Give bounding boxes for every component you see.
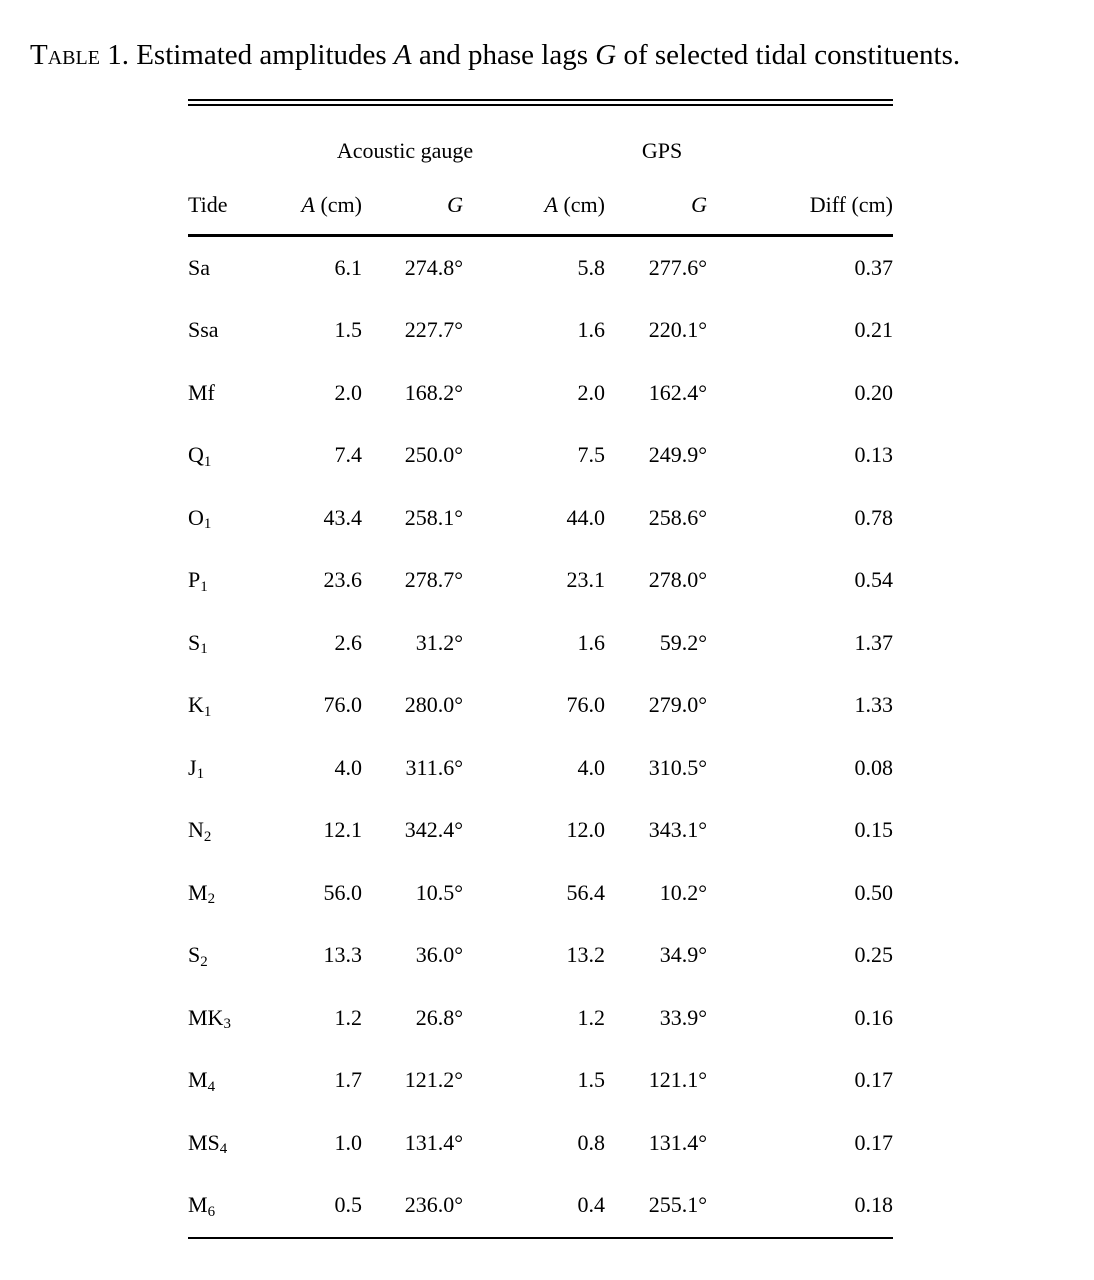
- column-header-tide: Tide: [188, 192, 228, 217]
- tide-subscript: 1: [203, 516, 212, 533]
- column-header-amplitude-acoustic: [280, 176, 362, 234]
- acoustic-amplitude-value: 2.6: [334, 629, 362, 655]
- acoustic-amplitude-value: 43.4: [323, 504, 362, 530]
- tide-name: [188, 362, 280, 425]
- column-header-amplitude-acoustic-unit: (cm): [314, 192, 362, 217]
- gps-phase-value: 34.9°: [659, 942, 707, 968]
- tide-name: [188, 799, 280, 862]
- acoustic-phase-value: 168.2°: [404, 379, 463, 405]
- table-bottom-rule-row: [188, 1237, 893, 1240]
- table-row: [188, 674, 893, 737]
- tide-name: [188, 737, 280, 800]
- gps-phase-value: 162.4°: [648, 379, 707, 405]
- acoustic-phase-value: 274.8°: [404, 254, 463, 280]
- acoustic-phase-value: 258.1°: [404, 504, 463, 530]
- diff-value: 0.20: [854, 379, 893, 405]
- gps-phase-value: 220.1°: [648, 317, 707, 343]
- tide-base: Sa: [188, 254, 210, 280]
- diff-value: 0.25: [854, 942, 893, 968]
- gps-amplitude-value: 56.4: [566, 879, 605, 905]
- tide-subscript: 1: [200, 641, 208, 658]
- tide-name: [188, 924, 280, 987]
- gps-amplitude-value: 1.2: [577, 1004, 605, 1030]
- tide-subscript: 1: [203, 453, 212, 470]
- acoustic-phase-value: 131.4°: [404, 1129, 463, 1155]
- tide-name: [188, 299, 280, 362]
- table-row: [188, 737, 893, 800]
- column-header-amplitude-gps-symbol: A: [544, 192, 558, 217]
- acoustic-amplitude-value: 76.0: [323, 692, 362, 718]
- gps-phase-value: 343.1°: [648, 817, 707, 843]
- gps-phase-value: 310.5°: [648, 754, 707, 780]
- tide-name: [188, 987, 280, 1050]
- acoustic-phase-value: 236.0°: [404, 1192, 463, 1218]
- acoustic-phase-value: 250.0°: [404, 442, 463, 468]
- caption-table-label: Table: [30, 39, 100, 71]
- gps-amplitude-value: 13.2: [566, 942, 605, 968]
- gps-amplitude-value: 5.8: [577, 254, 605, 280]
- acoustic-amplitude-value: 4.0: [334, 754, 362, 780]
- table-row: [188, 1174, 893, 1237]
- group-header-gps: GPS: [641, 138, 683, 163]
- gps-amplitude-value: 1.5: [577, 1067, 605, 1093]
- table-row: [188, 362, 893, 425]
- table-row: [188, 612, 893, 675]
- table-row: [188, 924, 893, 987]
- gps-phase-value: 277.6°: [648, 254, 707, 280]
- table-bottom-rule: [188, 1237, 893, 1240]
- table-row: [188, 487, 893, 550]
- diff-value: 0.13: [854, 442, 893, 468]
- tide-base: Mf: [188, 379, 215, 405]
- caption-var-phase: G: [595, 39, 617, 71]
- acoustic-phase-value: 31.2°: [415, 629, 463, 655]
- tide-base: K: [188, 692, 204, 718]
- gps-phase-value: 279.0°: [648, 692, 707, 718]
- gps-amplitude-value: 76.0: [566, 692, 605, 718]
- diff-value: 1.37: [854, 629, 893, 655]
- table-group-header-row: [188, 106, 893, 176]
- diff-value: 0.16: [854, 1004, 893, 1030]
- tide-base: Q: [188, 442, 204, 468]
- tide-base: P: [188, 567, 201, 593]
- gps-amplitude-value: 23.1: [566, 567, 605, 593]
- acoustic-amplitude-value: 0.5: [334, 1192, 362, 1218]
- table-column-header-row: [188, 176, 893, 234]
- tide-subscript: 1: [200, 578, 208, 595]
- table-row: [188, 1112, 893, 1175]
- table-body: [188, 237, 893, 1237]
- acoustic-phase-value: 278.7°: [404, 567, 463, 593]
- gps-amplitude-value: 0.4: [577, 1192, 605, 1218]
- caption-end: of selected tidal constituents.: [616, 39, 961, 71]
- tide-base: M: [188, 1067, 208, 1093]
- gps-amplitude-value: 12.0: [566, 817, 605, 843]
- group-header-acoustic-gauge: Acoustic gauge: [336, 138, 474, 163]
- gps-amplitude-value: 7.5: [577, 442, 605, 468]
- tide-name: [188, 674, 280, 737]
- diff-value: 1.33: [854, 692, 893, 718]
- gps-amplitude-value: 4.0: [577, 754, 605, 780]
- tide-base: S: [188, 629, 201, 655]
- diff-value: 0.15: [854, 817, 893, 843]
- acoustic-amplitude-value: 1.5: [334, 317, 362, 343]
- tide-base: MS: [188, 1129, 220, 1155]
- tide-base: N: [188, 817, 204, 843]
- table-row: [188, 299, 893, 362]
- acoustic-amplitude-value: 2.0: [334, 379, 362, 405]
- acoustic-amplitude-value: 13.3: [323, 942, 362, 968]
- tidal-table-container: [188, 99, 893, 1239]
- tide-name: [188, 237, 280, 300]
- gps-phase-value: 258.6°: [648, 504, 707, 530]
- tide-subscript: 2: [200, 953, 208, 970]
- diff-value: 0.21: [854, 317, 893, 343]
- table-top-double-rule: [188, 99, 893, 106]
- acoustic-phase-value: 10.5°: [415, 879, 463, 905]
- tide-subscript: 2: [207, 891, 216, 908]
- acoustic-amplitude-value: 12.1: [323, 817, 362, 843]
- tide-name: [188, 612, 280, 675]
- acoustic-amplitude-value: 56.0: [323, 879, 362, 905]
- gps-phase-value: 121.1°: [648, 1067, 707, 1093]
- tide-subscript: 3: [223, 1016, 231, 1033]
- table-row: [188, 549, 893, 612]
- gps-amplitude-value: 2.0: [577, 379, 605, 405]
- table-row: [188, 987, 893, 1050]
- gps-amplitude-value: 1.6: [577, 317, 605, 343]
- diff-value: 0.08: [854, 754, 893, 780]
- acoustic-phase-value: 342.4°: [404, 817, 463, 843]
- tide-subscript: 6: [207, 1203, 216, 1220]
- tide-subscript: 1: [196, 766, 205, 783]
- gps-phase-value: 10.2°: [659, 879, 707, 905]
- acoustic-amplitude-value: 23.6: [323, 567, 362, 593]
- gps-phase-value: 249.9°: [648, 442, 707, 468]
- tide-name: [188, 1112, 280, 1175]
- tide-base: S: [188, 942, 201, 968]
- acoustic-phase-value: 121.2°: [404, 1067, 463, 1093]
- gps-phase-value: 59.2°: [659, 629, 707, 655]
- acoustic-phase-value: 280.0°: [404, 692, 463, 718]
- column-header-phase-acoustic-symbol: G: [447, 192, 463, 217]
- table-caption: [30, 38, 1080, 72]
- caption-middle: and phase lags: [411, 39, 596, 71]
- acoustic-amplitude-value: 1.0: [334, 1129, 362, 1155]
- tide-subscript: 4: [207, 1078, 216, 1095]
- diff-value: 0.54: [854, 567, 893, 593]
- table-row: [188, 799, 893, 862]
- tide-name: [188, 1049, 280, 1112]
- tide-name: [188, 424, 280, 487]
- acoustic-phase-value: 311.6°: [405, 754, 463, 780]
- gps-phase-value: 255.1°: [648, 1192, 707, 1218]
- acoustic-phase-value: 227.7°: [404, 317, 463, 343]
- diff-value: 0.37: [854, 254, 893, 280]
- column-header-amplitude-gps: [463, 176, 605, 234]
- acoustic-phase-value: 26.8°: [415, 1004, 463, 1030]
- column-header-amplitude-gps-unit: (cm): [557, 192, 605, 217]
- tide-subscript: 2: [203, 828, 212, 845]
- table-row: [188, 1049, 893, 1112]
- column-header-diff: Diff (cm): [809, 192, 893, 217]
- diff-value: 0.50: [854, 879, 893, 905]
- gps-phase-value: 33.9°: [659, 1004, 707, 1030]
- table-row: [188, 862, 893, 925]
- tide-name: [188, 487, 280, 550]
- tide-base: M: [188, 1192, 208, 1218]
- column-header-phase-gps-symbol: G: [691, 192, 707, 217]
- tide-name: [188, 549, 280, 612]
- column-header-amplitude-acoustic-symbol: A: [301, 192, 315, 217]
- column-header-phase-gps: [605, 176, 707, 234]
- tide-subscript: 4: [219, 1141, 228, 1158]
- diff-value: 0.78: [854, 504, 893, 530]
- gps-phase-value: 278.0°: [648, 567, 707, 593]
- diff-value: 0.18: [854, 1192, 893, 1218]
- acoustic-amplitude-value: 1.2: [334, 1004, 362, 1030]
- acoustic-amplitude-value: 7.4: [334, 442, 362, 468]
- tide-base: MK: [188, 1004, 224, 1030]
- caption-number: 1. Estimated amplitudes: [99, 39, 394, 71]
- acoustic-phase-value: 36.0°: [415, 942, 463, 968]
- gps-amplitude-value: 44.0: [566, 504, 605, 530]
- tide-base: Ssa: [188, 317, 219, 343]
- tide-subscript: 1: [203, 703, 212, 720]
- caption-var-amplitude: A: [393, 39, 412, 71]
- table-row: [188, 424, 893, 487]
- tide-base: M: [188, 879, 208, 905]
- column-header-phase-acoustic: [362, 176, 463, 234]
- gps-phase-value: 131.4°: [648, 1129, 707, 1155]
- acoustic-amplitude-value: 6.1: [334, 254, 362, 280]
- tide-base: J: [188, 754, 197, 780]
- acoustic-amplitude-value: 1.7: [334, 1067, 362, 1093]
- diff-value: 0.17: [854, 1067, 893, 1093]
- gps-amplitude-value: 0.8: [577, 1129, 605, 1155]
- tidal-table: [188, 176, 893, 1239]
- diff-value: 0.17: [854, 1129, 893, 1155]
- gps-amplitude-value: 1.6: [577, 629, 605, 655]
- tide-base: O: [188, 504, 204, 530]
- tide-name: [188, 862, 280, 925]
- tide-name: [188, 1174, 280, 1237]
- table-row: [188, 237, 893, 300]
